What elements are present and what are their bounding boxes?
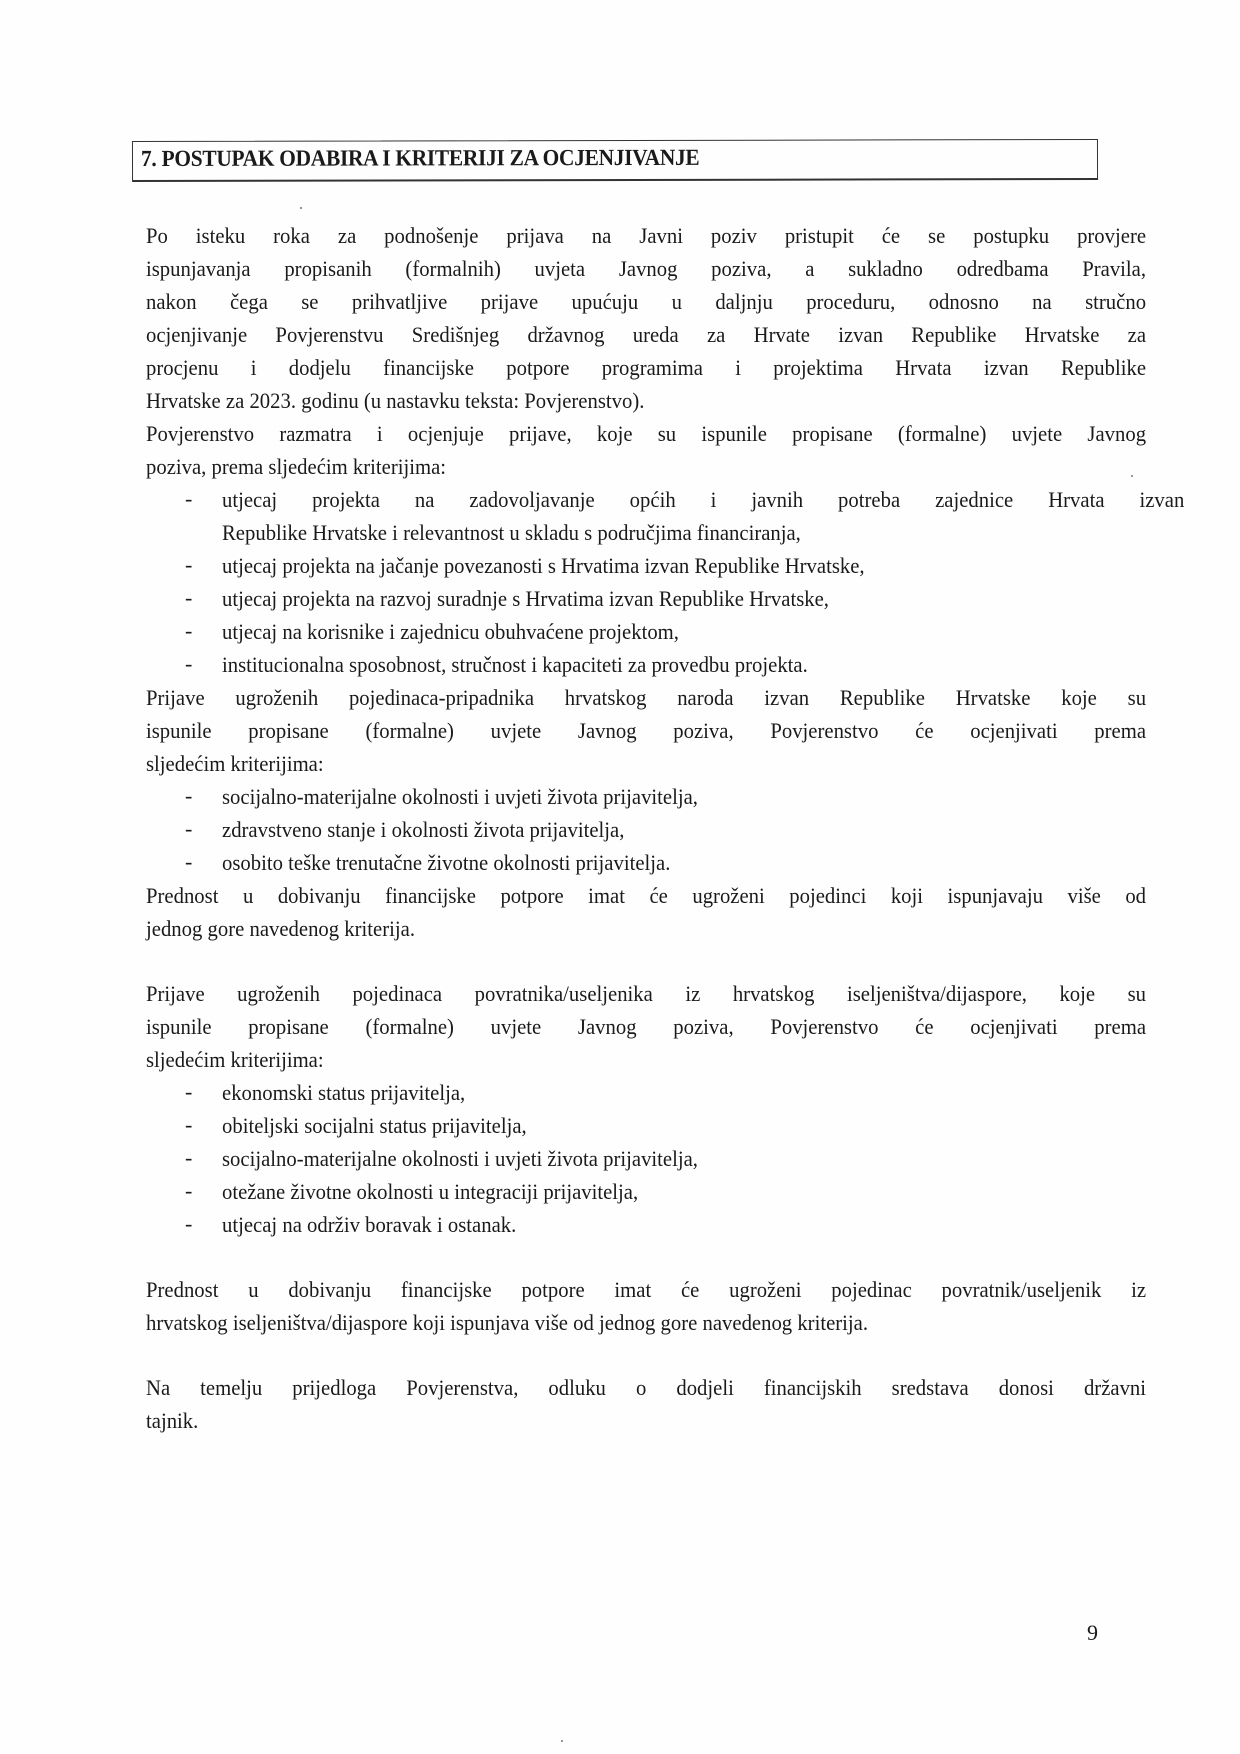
committee-intro-line: Povjerenstvo razmatra i ocjenjuje prijave, koje su ispunile propisane (formalne) uvjete Javnog <box>146 421 1147 446</box>
returnees-intro-line: sljedećim kriterijima: <box>146 1047 324 1072</box>
intro-line: Po isteku roka za podnošenje prijava na Javni poziv pristupit će se postupku provjere <box>146 223 1147 248</box>
scan-speck <box>1131 475 1133 477</box>
decision-line: tajnik. <box>146 1408 199 1433</box>
list-item: zdravstveno stanje i okolnosti života prijavitelja, <box>222 817 625 842</box>
returnees-intro-line: ispunile propisane (formalne) uvjete Javnog poziva, Povjerenstvo će ocjenjivati prema <box>146 1014 1147 1039</box>
bullet-dash: - <box>185 816 193 841</box>
bullet-dash: - <box>185 849 193 874</box>
list-item: socijalno-materijalne okolnosti i uvjeti života prijavitelja, <box>222 1146 698 1171</box>
returnees-priority-line: Prednost u dobivanju financijske potpore imat će ugroženi pojedinac povratnik/useljenik iz <box>146 1277 1147 1302</box>
list-item: socijalno-materijalne okolnosti i uvjeti života prijavitelja, <box>222 784 698 809</box>
bullet-dash: - <box>185 618 193 643</box>
individuals-intro-line: sljedećim kriterijima: <box>146 751 324 776</box>
intro-line: Hrvatske za 2023. godinu (u nastavku teksta: Povjerenstvo). <box>146 388 645 413</box>
intro-line: procjenu i dodjelu financijske potpore programima i projektima Hrvata izvan Republike <box>146 355 1147 380</box>
individuals-intro-line: ispunile propisane (formalne) uvjete Javnog poziva, Povjerenstvo će ocjenjivati prema <box>146 718 1147 743</box>
list-item: ekonomski status prijavitelja, <box>222 1080 466 1105</box>
scan-speck <box>561 1740 563 1742</box>
intro-line: ispunjavanja propisanih (formalnih) uvjeta Javnog poziva, a sukladno odredbama Pravila, <box>146 256 1147 281</box>
list-item: utjecaj projekta na jačanje povezanosti s Hrvatima izvan Republike Hrvatske, <box>222 553 865 578</box>
bullet-dash: - <box>185 1112 193 1137</box>
bullet-dash: - <box>185 486 193 511</box>
list-item-continuation: Republike Hrvatske i relevantnost u skladu s područjima financiranja, <box>222 520 801 545</box>
decision-line: Na temelju prijedloga Povjerenstva, odluku o dodjeli financijskih sredstava donosi državni <box>146 1375 1147 1400</box>
list-item: utjecaj na održiv boravak i ostanak. <box>222 1212 517 1237</box>
bullet-dash: - <box>185 1145 193 1170</box>
list-item: obiteljski socijalni status prijavitelja, <box>222 1113 527 1138</box>
returnees-intro-line: Prijave ugroženih pojedinaca povratnika/useljenika iz hrvatskog iseljeništva/dijaspore, koje su <box>146 981 1147 1006</box>
bullet-dash: - <box>185 1178 193 1203</box>
bullet-dash: - <box>185 552 193 577</box>
intro-line: nakon čega se prihvatljive prijave upućuju u daljnju proceduru, odnosno na stručno <box>146 289 1147 314</box>
bullet-dash: - <box>185 1211 193 1236</box>
individuals-priority-line: jednog gore navedenog kriterija. <box>146 916 415 941</box>
scan-speck <box>300 207 302 209</box>
intro-line: ocjenjivanje Povjerenstvu Središnjeg državnog ureda za Hrvate izvan Republike Hrvatske za <box>146 322 1147 347</box>
bullet-dash: - <box>185 585 193 610</box>
individuals-intro-line: Prijave ugroženih pojedinaca-pripadnika hrvatskog naroda izvan Republike Hrvatske koje su <box>146 685 1147 710</box>
individuals-priority-line: Prednost u dobivanju financijske potpore imat će ugroženi pojedinci koji ispunjavaju više od <box>146 883 1147 908</box>
bullet-dash: - <box>185 1079 193 1104</box>
list-item: utjecaj na korisnike i zajednicu obuhvaćene projektom, <box>222 619 679 644</box>
bullet-dash: - <box>185 783 193 808</box>
section-heading-box <box>132 139 1098 182</box>
list-item: otežane životne okolnosti u integraciji prijavitelja, <box>222 1179 639 1204</box>
list-item: osobito teške trenutačne životne okolnosti prijavitelja. <box>222 850 671 875</box>
bullet-dash: - <box>185 651 193 676</box>
list-item: institucionalna sposobnost, stručnost i kapaciteti za provedbu projekta. <box>222 652 808 677</box>
returnees-priority-line: hrvatskog iseljeništva/dijaspore koji ispunjava više od jednog gore navedenog kriterija. <box>146 1310 869 1335</box>
committee-intro-line: poziva, prema sljedećim kriterijima: <box>146 454 447 479</box>
list-item: utjecaj projekta na razvoj suradnje s Hrvatima izvan Republike Hrvatske, <box>222 586 829 611</box>
section-heading: 7. POSTUPAK ODABIRA I KRITERIJI ZA OCJENJIVANJE <box>140 144 700 171</box>
page-number: 9 <box>1087 1620 1098 1645</box>
list-item: utjecaj projekta na zadovoljavanje općih i javnih potreba zajednice Hrvata izvan <box>222 487 1185 512</box>
